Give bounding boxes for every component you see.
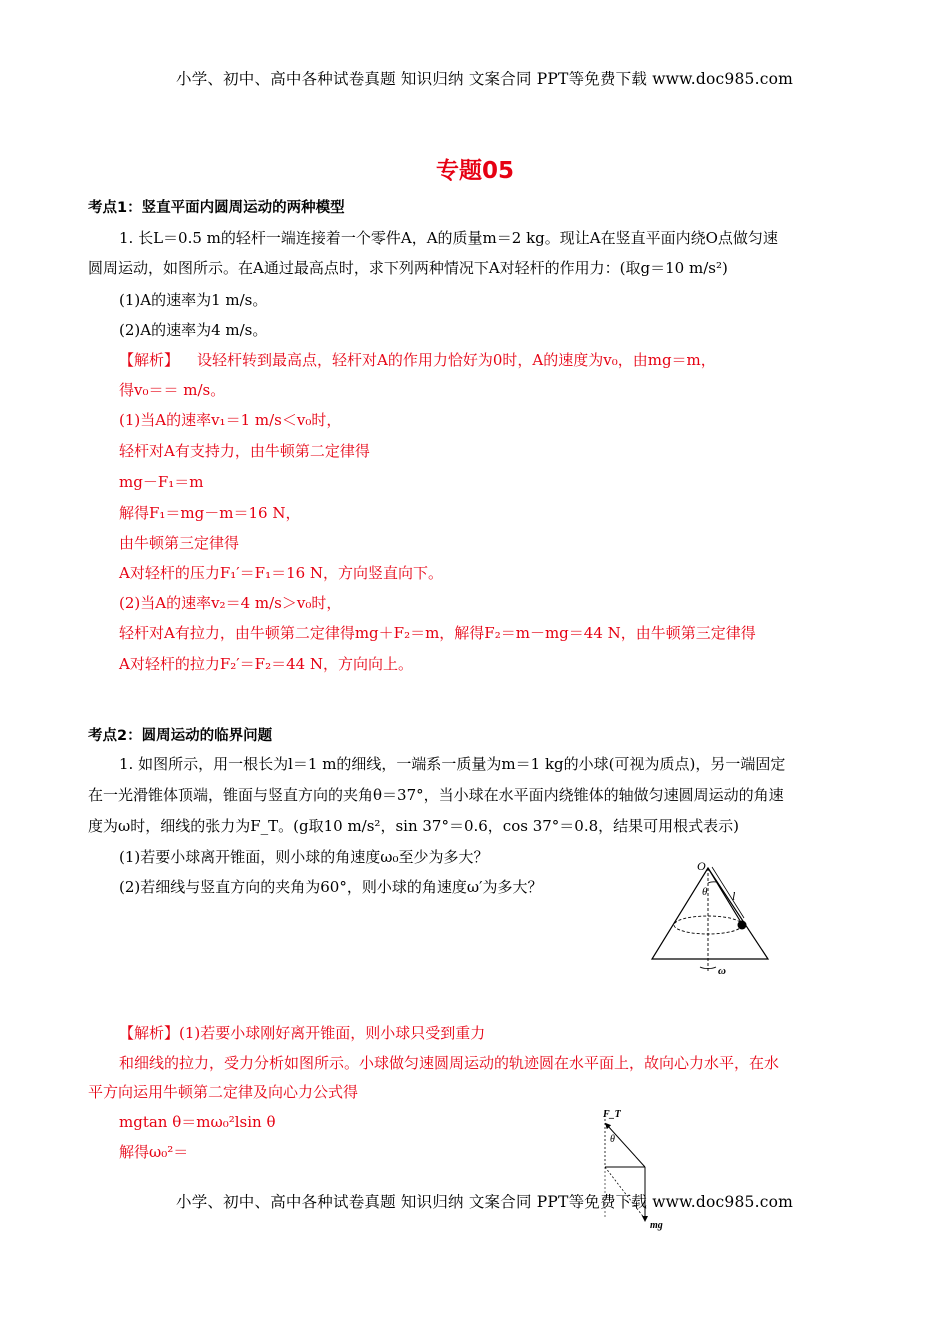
s1-analysis-line2: (1)当A的速率v₁＝1 m/s＜v₀时，	[119, 411, 342, 429]
label-O: O	[697, 859, 706, 873]
s1-analysis-line9: 轻杆对A有拉力，由牛顿第二定律得mg＋F₂＝m，解得F₂＝m－mg＝44 N，由牛顿第三定律得	[119, 624, 756, 642]
page-title: 专题05	[436, 158, 515, 184]
label-FT: F_T	[603, 1109, 621, 1120]
rotation-arrow	[700, 967, 716, 969]
s2-analysis-line3: 平方向运用牛顿第二定律及向心力公式得	[88, 1083, 359, 1101]
section1-heading: 考点1：竖直平面内圆周运动的两种模型	[88, 200, 345, 216]
tension-arrow	[607, 1125, 645, 1167]
s2-sub1: (1)若要小球离开锥面，则小球的角速度ω₀至少为多大？	[119, 848, 489, 866]
length-indicator	[712, 867, 744, 918]
s1-question-line2: 圆周运动，如图所示。在A通过最高点时，求下列两种情况下A对轻杆的作用力：(取g＝10 m/s²)	[88, 259, 728, 277]
label-omega: ω	[718, 965, 726, 977]
s1-analysis-line8: (2)当A的速率v₂＝4 m/s＞v₀时，	[119, 594, 342, 612]
s2-analysis-line5: 解得ω₀²＝	[119, 1143, 189, 1161]
s2-analysis-line2: 和细线的拉力，受力分析如图所示。小球做匀速圆周运动的轨迹圆在水平面上，故向心力水平，在水	[119, 1054, 780, 1072]
s1-analysis-text0: 设轻杆转到最高点，轻杆对A的作用力恰好为0时，A的速度为v₀，由mg＝m，	[197, 351, 716, 369]
s1-analysis-line5: 解得F₁＝mg－m＝16 N，	[119, 504, 301, 522]
force-diagram	[595, 1105, 675, 1233]
label-mg: mg	[650, 1220, 663, 1231]
cone-outline	[652, 868, 768, 959]
s1-sub1: (1)A的速率为1 m/s。	[119, 291, 268, 309]
s1-analysis-line3: 轻杆对A有支持力，由牛顿第二定律得	[119, 442, 370, 460]
s1-analysis-line10: A对轻杆的拉力F₂′＝F₂＝44 N，方向向上。	[119, 655, 414, 673]
s1-analysis-line7: A对轻杆的压力F₁′＝F₁＝16 N，方向竖直向下。	[119, 564, 444, 582]
cone-figure	[640, 855, 775, 980]
s2-analysis-first: (1)若要小球刚好离开锥面，则小球只受到重力	[179, 1024, 486, 1042]
label-theta2: θ	[610, 1134, 615, 1145]
ball	[738, 921, 747, 930]
s2-sub2: (2)若细线与竖直方向的夹角为60°，则小球的角速度ω′为多大？	[119, 878, 543, 896]
s1-analysis-line1: 得v₀＝＝ m/s。	[119, 381, 226, 399]
s1-question-line1: 1. 长L＝0.5 m的轻杆一端连接着一个零件A，A的质量m＝2 kg。现让A在竖直平面内绕O点做匀速	[119, 229, 778, 247]
s2-question-line1: 1. 如图所示，用一根长为l＝1 m的细线，一端系一质量为m＝1 kg的小球(可视为质点)，另一端固定	[119, 755, 786, 773]
string-line	[708, 868, 742, 924]
s1-analysis-line6: 由牛顿第三定律得	[119, 534, 240, 552]
s1-analysis-label: 【解析】	[119, 351, 180, 369]
s1-sub2: (2)A的速率为4 m/s。	[119, 321, 268, 339]
section2-heading: 考点2：圆周运动的临界问题	[88, 728, 273, 744]
bottom-banner: 小学、初中、高中各种试卷真题 知识归纳 文案合同 PPT等免费下载 www.doc985.com	[176, 1193, 794, 1211]
s1-analysis-line0	[119, 350, 716, 371]
label-l: l	[732, 889, 736, 903]
label-theta: θ	[702, 886, 708, 898]
s2-analysis-line4: mgtan θ＝mω₀²lsin θ	[119, 1113, 276, 1131]
theta-arc	[708, 882, 716, 883]
s2-analysis-label: 【解析】	[119, 1024, 180, 1042]
top-banner: 小学、初中、高中各种试卷真题 知识归纳 文案合同 PPT等免费下载 www.doc985.com	[176, 70, 794, 88]
s2-analysis-line1	[119, 1023, 485, 1044]
s2-question-line3: 度为ω时，细线的张力为F_T。(g取10 m/s²，sin 37°＝0.6，cos 37°＝0.8，结果可用根式表示)	[88, 817, 740, 835]
s1-analysis-line4: mg－F₁＝m	[119, 473, 204, 491]
s2-question-line2: 在一光滑锥体顶端，锥面与竖直方向的夹角θ＝37°，当小球在水平面内绕锥体的轴做匀速圆周运动的角速	[88, 786, 784, 804]
